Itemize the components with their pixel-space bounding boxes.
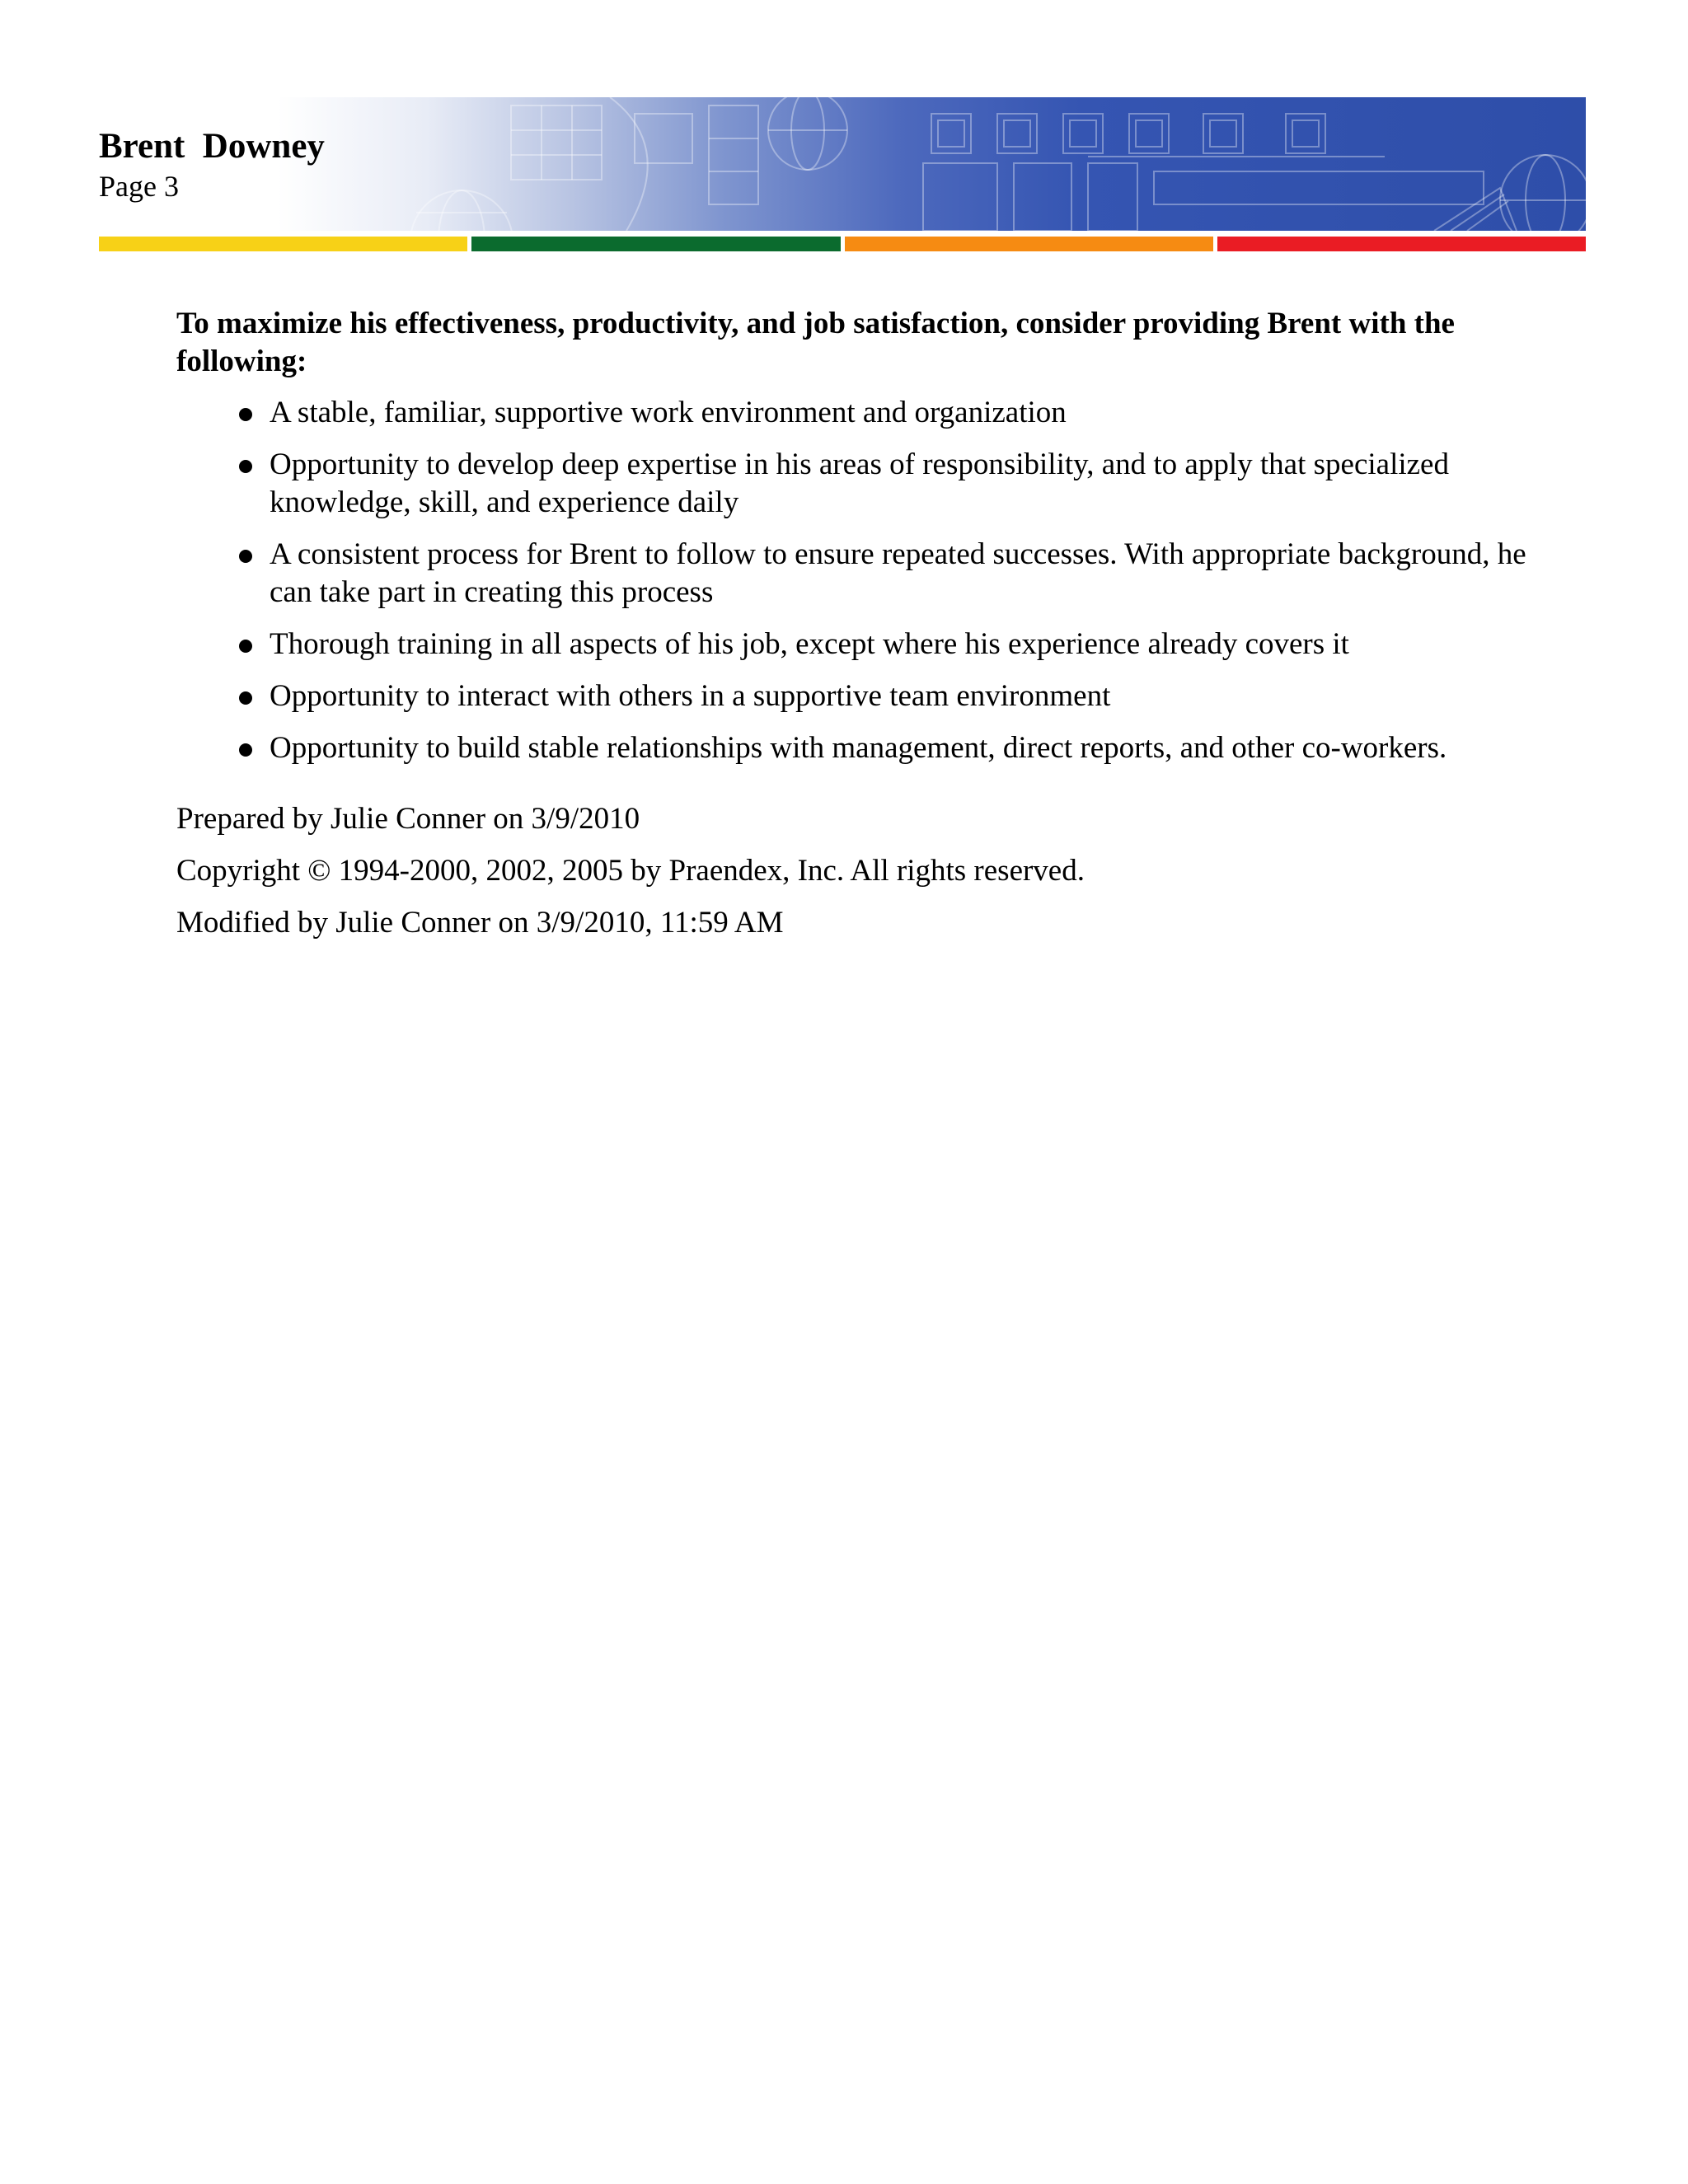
bullet-icon: [239, 691, 252, 705]
bullet-icon: [239, 743, 252, 757]
stripe-red: [1217, 237, 1586, 251]
list-item: [176, 729, 1561, 767]
stripe-orange: [845, 237, 1213, 251]
list-item: [176, 626, 1561, 663]
intro-heading: To maximize his effectiveness, productivity, and job satisfaction, consider providing Brent with the following:: [176, 307, 1455, 378]
bullet-icon: [239, 640, 252, 653]
list-item-text: Opportunity to develop deep expertise in his areas of responsibility, and to apply that specialized knowledge, skill, and experience daily: [270, 448, 1449, 519]
recommendation-list: [176, 394, 1561, 767]
list-item-text: A consistent process for Brent to follow to ensure repeated successes. With appropriate background, he can take part in creating this process: [270, 537, 1526, 609]
page-number: Page 3: [99, 170, 179, 203]
list-item: [176, 677, 1561, 715]
list-item-text: A stable, familiar, supportive work environment and organization: [270, 396, 1067, 429]
person-name: Brent Downey: [99, 127, 325, 166]
list-item-text: Opportunity to build stable relationships with management, direct reports, and other co-workers.: [270, 731, 1447, 765]
list-item: [176, 536, 1561, 612]
copyright-line: Copyright © 1994-2000, 2002, 2005 by Praendex, Inc. All rights reserved.: [176, 854, 1085, 888]
page-header: [99, 97, 1586, 231]
color-stripe: [99, 237, 1586, 251]
document-footer: [176, 800, 1561, 942]
modified-by-line: Modified by Julie Conner on 3/9/2010, 11:59 AM: [176, 906, 784, 940]
list-item: [176, 446, 1561, 522]
prepared-by-line: Prepared by Julie Conner on 3/9/2010: [176, 802, 640, 836]
bullet-icon: [239, 460, 252, 473]
bullet-icon: [239, 550, 252, 563]
main-content: [176, 305, 1561, 956]
stripe-green: [471, 237, 840, 251]
list-item-text: Opportunity to interact with others in a supportive team environment: [270, 679, 1111, 713]
list-item-text: Thorough training in all aspects of his job, except where his experience already covers it: [270, 627, 1349, 661]
bullet-icon: [239, 408, 252, 421]
stripe-yellow: [99, 237, 467, 251]
list-item: [176, 394, 1561, 432]
